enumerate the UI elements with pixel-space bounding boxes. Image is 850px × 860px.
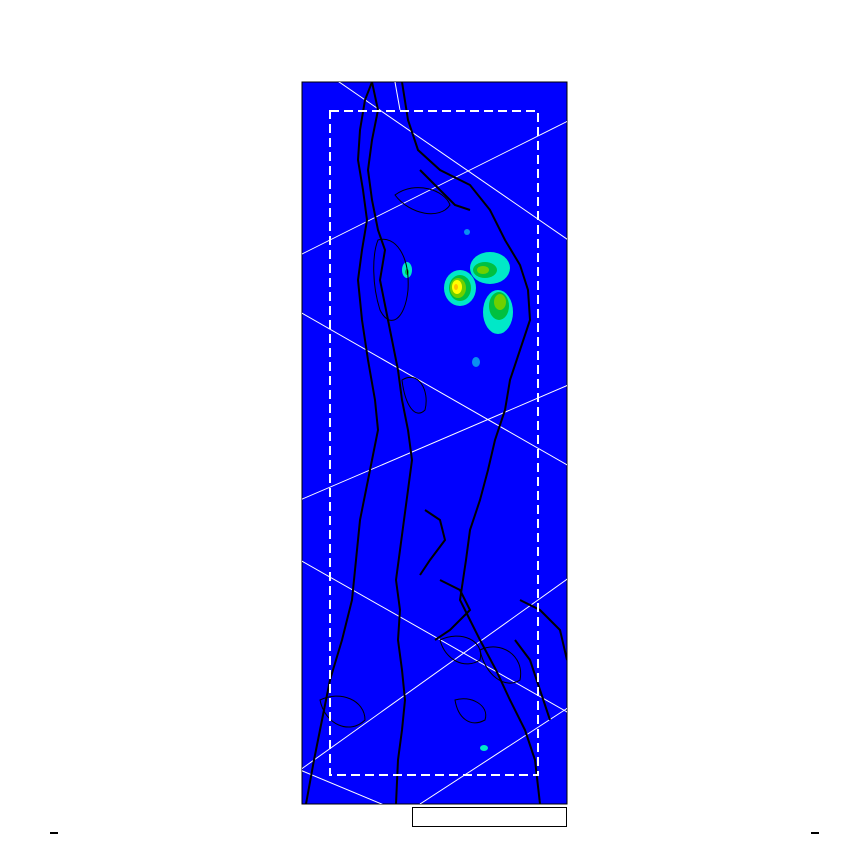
terrain-contour-note <box>412 807 567 827</box>
fixed-color-badge-left <box>30 822 78 839</box>
unit-label-left <box>50 832 58 834</box>
unit-label-right <box>811 832 819 834</box>
fixed-color-badge-right <box>791 822 839 839</box>
